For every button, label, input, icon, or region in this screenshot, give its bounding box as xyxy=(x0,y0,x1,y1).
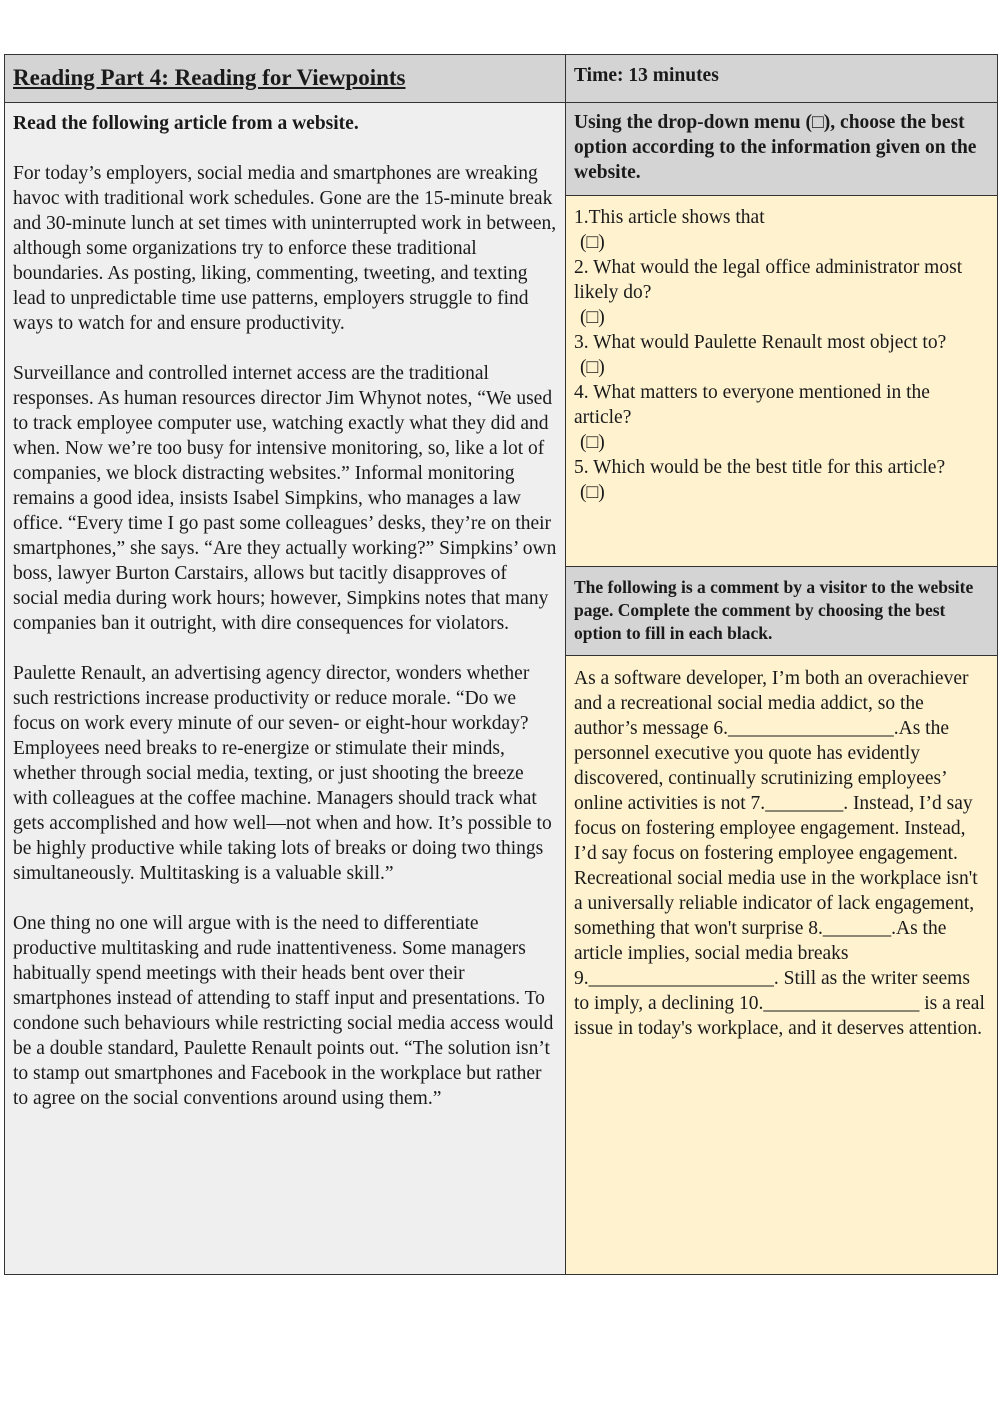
blank-6[interactable]: _________________ xyxy=(727,718,894,739)
comment-text: . Still as the writer seems to imply, a declining 10. xyxy=(574,968,970,1014)
question-item xyxy=(574,330,989,380)
questions-column xyxy=(566,55,997,1274)
blank-7[interactable]: ________ xyxy=(765,793,844,814)
question-item xyxy=(574,455,989,505)
question-text: 5. Which would be the best title for this article? xyxy=(574,457,946,478)
question-text: 2. What would the legal office administrator most likely do? xyxy=(574,257,963,303)
comment-text: is a real issue in today's workplace, and it deserves attention. xyxy=(574,993,985,1039)
question-item xyxy=(574,380,989,455)
question-text: 3. What would Paulette Renault most object to? xyxy=(574,332,947,353)
question-list xyxy=(566,196,997,567)
dropdown-instructions: Using the drop-down menu (□), choose the best option according to the information given on the website. xyxy=(566,103,997,196)
visitor-comment xyxy=(566,656,997,1274)
comment-instructions: The following is a comment by a visitor to the website page. Complete the comment by choosing the best option to fill in each black. xyxy=(566,567,997,656)
question-item xyxy=(574,205,989,255)
time-limit: Time: 13 minutes xyxy=(566,55,997,103)
comment-text: . Instead, I’d say focus on fostering employee engagement. Instead, I’d say focus on fostering employee engagement. Recreational social media use in the workplace isn't a universally reliable indicator of lack engagement, something that won't surprise 8. xyxy=(574,793,978,939)
comment-text: .As the personnel executive you quote has evidently discovered, continually scrutinizing employees’ online activities is not 7. xyxy=(574,718,949,814)
comment-text: As a software developer, I’m both an overachiever and a recreational social media addict, so the author’s message 6. xyxy=(574,668,969,739)
question-item xyxy=(574,255,989,330)
blank-8[interactable]: _______ xyxy=(822,918,892,939)
article-lead: Read the following article from a website. xyxy=(13,113,359,134)
blank-9[interactable]: ___________________ xyxy=(588,968,774,989)
answer-dropdown[interactable]: (□) xyxy=(580,432,605,453)
blank-10[interactable]: ________________ xyxy=(763,993,920,1014)
article-paragraph: Surveillance and controlled internet access are the traditional responses. As human resources director Jim Whynot notes, “We used to track employee computer use, watching exactly what they did and when. Now we’re too busy for intensive monitoring, so, like a lot of companies, we block distracting websites.” Informal monitoring remains a good idea, insists Isabel Simpkins, who manages a law office. “Every time I go past some colleagues’ desks, they’re on their smartphones,” she says. “Are they actually working?” Simpkins’ own boss, lawyer Burton Carstairs, allows but tacitly disapproves of social media during work hours; however, Simpkins notes that many companies ban it outright, with dire consequences for violators. xyxy=(13,363,557,634)
worksheet xyxy=(4,54,998,1275)
article-column xyxy=(5,55,566,1274)
article-paragraph: For today’s employers, social media and smartphones are wreaking havoc with traditional work schedules. Gone are the 15-minute break and 30-minute lunch at set times with uninterrupted work in between, although some organizations try to enforce these traditional boundaries. As posting, liking, commenting, tweeting, and texting lead to unpredictable time use patterns, employers struggle to find ways to watch for and ensure productivity. xyxy=(13,163,557,334)
article-paragraph: Paulette Renault, an advertising agency director, wonders whether such restrictions increase productivity or reduce morale. “Do we focus on work every minute of our seven- or eight-hour workday? Employees need breaks to re-energize or stimulate their minds, whether through social media, texting, or just shooting the breeze with colleagues at the coffee machine. Managers should track what gets accomplished and how well—not when and how. It’s possible to be highly productive while taking lots of breaks or doing two things simultaneously. Multitasking is a valuable skill.” xyxy=(13,663,552,884)
page-title: Reading Part 4: Reading for Viewpoints xyxy=(5,55,565,103)
article-paragraph: One thing no one will argue with is the need to differentiate productive multitasking and rude inattentiveness. Some managers habitually spend meetings with their heads bent over their smartphones instead of attending to staff input and presentations. To condone such behaviours while restricting social media access would be a double standard, Paulette Renault points out. “The solution isn’t to stamp out smartphones and Facebook in the workplace but rather to agree on the social conventions around using them.” xyxy=(13,913,554,1109)
answer-dropdown[interactable]: (□) xyxy=(580,232,605,253)
article-body xyxy=(5,103,565,1274)
comment-text: .As the article implies, social media breaks 9. xyxy=(574,918,947,989)
question-text: 4. What matters to everyone mentioned in the article? xyxy=(574,382,930,428)
answer-dropdown[interactable]: (□) xyxy=(580,357,605,378)
answer-dropdown[interactable]: (□) xyxy=(580,307,605,328)
question-text: 1.This article shows that xyxy=(574,207,765,228)
answer-dropdown[interactable]: (□) xyxy=(580,482,605,503)
